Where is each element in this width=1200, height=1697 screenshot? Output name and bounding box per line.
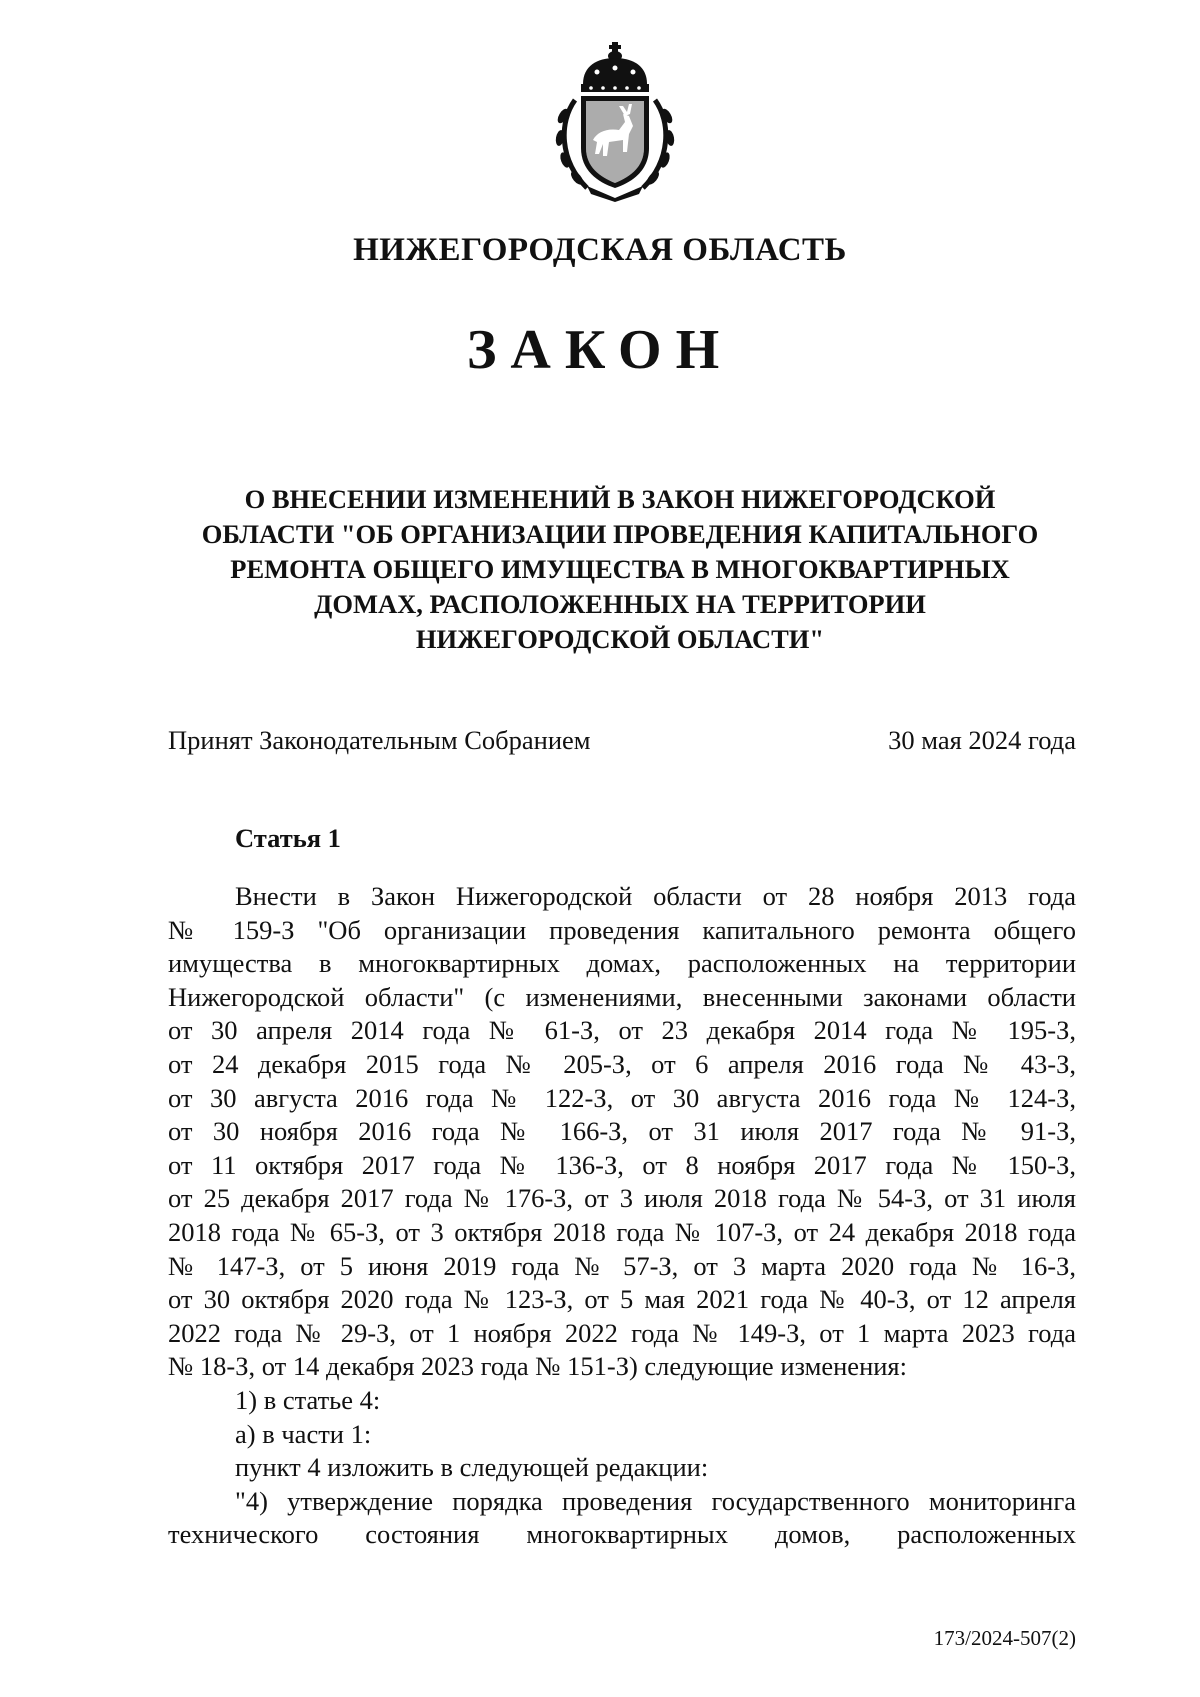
body-line: от 11 октября 2017 года № 136-З, от 8 ноября 2017 года № 150-З, bbox=[168, 1149, 1076, 1180]
article-heading: Статья 1 bbox=[235, 823, 341, 853]
law-title-line: РЕМОНТА ОБЩЕГО ИМУЩЕСТВА В МНОГОКВАРТИРНЫХ bbox=[230, 554, 1010, 584]
article-body bbox=[168, 880, 1076, 1552]
law-title-line: ДОМАХ, РАСПОЛОЖЕННЫХ НА ТЕРРИТОРИИ bbox=[314, 589, 926, 619]
body-line: № 18-З, от 14 декабря 2023 года № 151-З) следующие изменения: bbox=[168, 1351, 907, 1382]
law-title-line: ОБЛАСТИ "ОБ ОРГАНИЗАЦИИ ПРОВЕДЕНИЯ КАПИТАЛЬНОГО bbox=[201, 519, 1039, 549]
body-line: от 30 октября 2020 года № 123-З, от 5 мая 2021 года № 40-З, от 12 апреля bbox=[168, 1284, 1076, 1315]
document-number: 173/2024-507(2) bbox=[933, 1626, 1076, 1650]
body-line: 2022 года № 29-З, от 1 ноября 2022 года № 149-З, от 1 марта 2023 года bbox=[168, 1317, 1076, 1348]
body-line: от 25 декабря 2017 года № 176-З, от 3 июля 2018 года № 54-З, от 31 июля bbox=[168, 1183, 1076, 1214]
adoption-text: Принят Законодательным Собранием bbox=[168, 725, 591, 755]
list-item-point: пункт 4 изложить в следующей редакции: bbox=[235, 1452, 709, 1483]
body-line: от 24 декабря 2015 года № 205-З, от 6 апреля 2016 года № 43-З, bbox=[168, 1048, 1076, 1079]
list-item-a: а) в части 1: bbox=[235, 1418, 372, 1449]
body-line: Внести в Закон Нижегородской области от 28 ноября 2013 года bbox=[235, 881, 1076, 911]
law-title-line: О ВНЕСЕНИИ ИЗМЕНЕНИЙ В ЗАКОН НИЖЕГОРОДСКОЙ bbox=[244, 484, 996, 514]
body-line: Нижегородской области" (с изменениями, внесенными законами области bbox=[168, 981, 1076, 1012]
body-line: от 30 апреля 2014 года № 61-З, от 23 декабря 2014 года № 195-З, bbox=[168, 1015, 1076, 1046]
adoption-date: 30 мая 2024 года bbox=[888, 725, 1076, 755]
body-line: имущества в многоквартирных домах, расположенных на территории bbox=[168, 948, 1076, 979]
list-item-1: 1) в статье 4: bbox=[235, 1384, 381, 1415]
quote-line: технического состояния многоквартирных домов, расположенных bbox=[168, 1519, 1076, 1550]
law-title-line: НИЖЕГОРОДСКОЙ ОБЛАСТИ" bbox=[415, 624, 825, 654]
document-type-heading: ЗАКОН bbox=[466, 319, 734, 381]
body-line: от 30 августа 2016 года № 122-З, от 30 августа 2016 года № 124-З, bbox=[168, 1082, 1076, 1113]
body-line: 2018 года № 65-З, от 3 октября 2018 года № 107-З, от 24 декабря 2018 года bbox=[168, 1216, 1076, 1247]
body-line: от 30 ноября 2016 года № 166-З, от 31 июля 2017 года № 91-З, bbox=[168, 1116, 1076, 1147]
law-title bbox=[170, 482, 1070, 657]
coat-of-arms-emblem bbox=[553, 42, 677, 202]
region-title: НИЖЕГОРОДСКАЯ ОБЛАСТЬ bbox=[353, 232, 847, 268]
body-line: № 159-З "Об организации проведения капитального ремонта общего bbox=[168, 914, 1076, 945]
quote-line: "4) утверждение порядка проведения государственного мониторинга bbox=[235, 1485, 1076, 1516]
body-line: № 147-З, от 5 июня 2019 года № 57-З, от 3 марта 2020 года № 16-З, bbox=[168, 1250, 1076, 1281]
